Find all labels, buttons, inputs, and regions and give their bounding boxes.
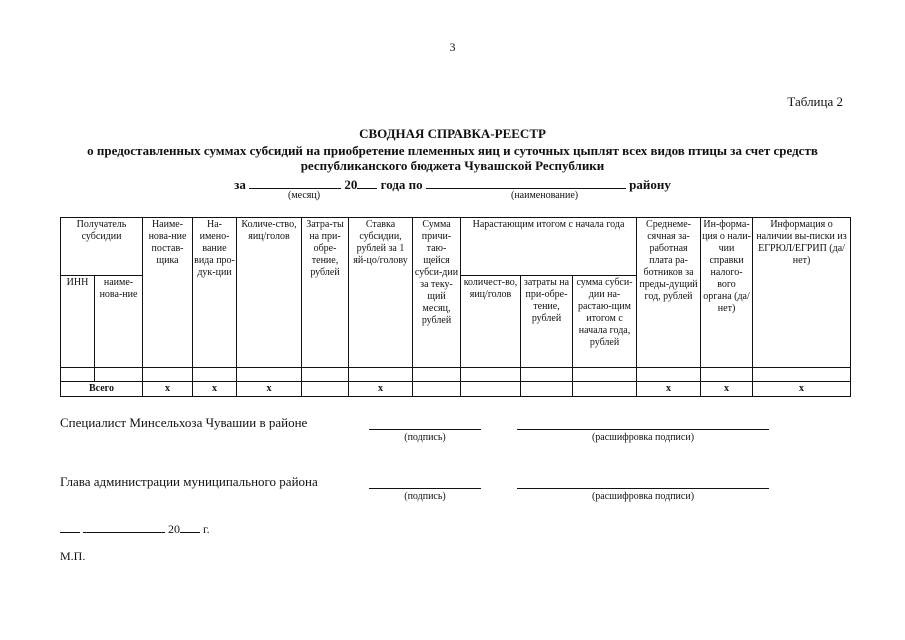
head-decoding-caption: (расшифровка подписи) xyxy=(591,491,695,502)
total-cum-quantity xyxy=(461,382,521,397)
header-inn: ИНН xyxy=(61,276,95,368)
total-row xyxy=(61,382,851,397)
registry-table xyxy=(60,217,851,397)
head-decoding-line xyxy=(517,488,769,489)
total-x-quantity: х xyxy=(237,382,302,397)
head-label: Глава администрации муниципального района xyxy=(60,474,318,489)
header-cum-sum: сумма субси-дии на-растаю-щим итогом с начала года, рублей xyxy=(573,276,637,368)
table-label: Таблица 2 xyxy=(787,94,843,109)
total-cum-sum xyxy=(573,382,637,397)
stamp-place: М.П. xyxy=(60,549,86,563)
header-quantity: Количе-ство, яиц/голов xyxy=(237,218,302,368)
period-za: за xyxy=(234,177,246,192)
district-blank xyxy=(426,176,626,189)
specialist-decoding-caption: (расшифровка подписи) xyxy=(591,432,695,443)
header-costs: Затра-ты на при-обре-тение, рублей xyxy=(302,218,349,368)
date-line xyxy=(60,520,210,537)
specialist-signature-caption: (подпись) xyxy=(404,432,446,443)
specialist-decoding-line xyxy=(517,429,769,430)
total-costs xyxy=(302,382,349,397)
total-x-tax: х xyxy=(701,382,753,397)
header-rate: Ставка субсидии, рублей за 1 яй-цо/голову xyxy=(349,218,413,368)
period-district: району xyxy=(629,177,671,192)
date-year-blank xyxy=(180,520,200,533)
header-product: На-имено-вание вида про-дук-ции xyxy=(193,218,237,368)
header-recipient: Получатель субсидии xyxy=(61,218,143,276)
total-x-egrul: х xyxy=(753,382,851,397)
total-x-salary: х xyxy=(637,382,701,397)
period-line xyxy=(0,176,905,193)
specialist-label: Специалист Минсельхоза Чувашии в районе xyxy=(60,415,308,430)
total-subsidy-sum xyxy=(413,382,461,397)
document-subtitle: о предоставленных суммах субсидий на приобретение племенных яиц и суточных цыплят всех видов птицы за счет средств республиканского бюджета Чувашской Республики xyxy=(87,143,818,173)
hint-name: (наименование) xyxy=(511,190,579,201)
period-year-prefix: 20 xyxy=(344,177,358,192)
header-cumulative: Нарастающим итогом с начала года xyxy=(461,218,637,276)
table-row xyxy=(61,368,851,382)
total-x-rate: х xyxy=(349,382,413,397)
date-year-prefix: 20 xyxy=(168,522,180,536)
document-title: СВОДНАЯ СПРАВКА-РЕЕСТР xyxy=(359,126,546,141)
header-tax-info: Ин-форма-ция о нали-чии справки налого-вого органа (да/нет) xyxy=(701,218,753,368)
total-x-product: х xyxy=(193,382,237,397)
date-month-blank xyxy=(83,520,165,533)
total-x-supplier: х xyxy=(143,382,193,397)
date-year-suffix: г. xyxy=(203,522,210,536)
total-cum-costs xyxy=(521,382,573,397)
header-recipient-name: наиме-нова-ние xyxy=(95,276,143,368)
header-supplier: Наиме-нова-ние постав-щика xyxy=(143,218,193,368)
page-number: 3 xyxy=(449,40,456,54)
hint-month: (месяц) xyxy=(288,190,321,201)
month-blank xyxy=(249,176,341,189)
header-salary: Среднеме-сячная за-работная плата ра-ботников за преды-дущий год, рублей xyxy=(637,218,701,368)
period-year-suffix: года по xyxy=(380,177,423,192)
header-cum-costs: затраты на при-обре-тение, рублей xyxy=(521,276,573,368)
header-cum-quantity: количест-во, яиц/голов xyxy=(461,276,521,368)
header-subsidy-sum: Сумма причи-таю-щейся субси-дии за теку-щий месяц, рублей xyxy=(413,218,461,368)
total-label: Всего xyxy=(61,382,143,397)
header-egrul-info: Информация о наличии вы-писки из ЕГРЮЛ/ЕГРИП (да/нет) xyxy=(753,218,851,368)
head-signature-line xyxy=(369,488,481,489)
specialist-signature-line xyxy=(369,429,481,430)
head-signature-caption: (подпись) xyxy=(404,491,446,502)
date-day-blank xyxy=(60,520,80,533)
year-blank xyxy=(357,176,377,189)
